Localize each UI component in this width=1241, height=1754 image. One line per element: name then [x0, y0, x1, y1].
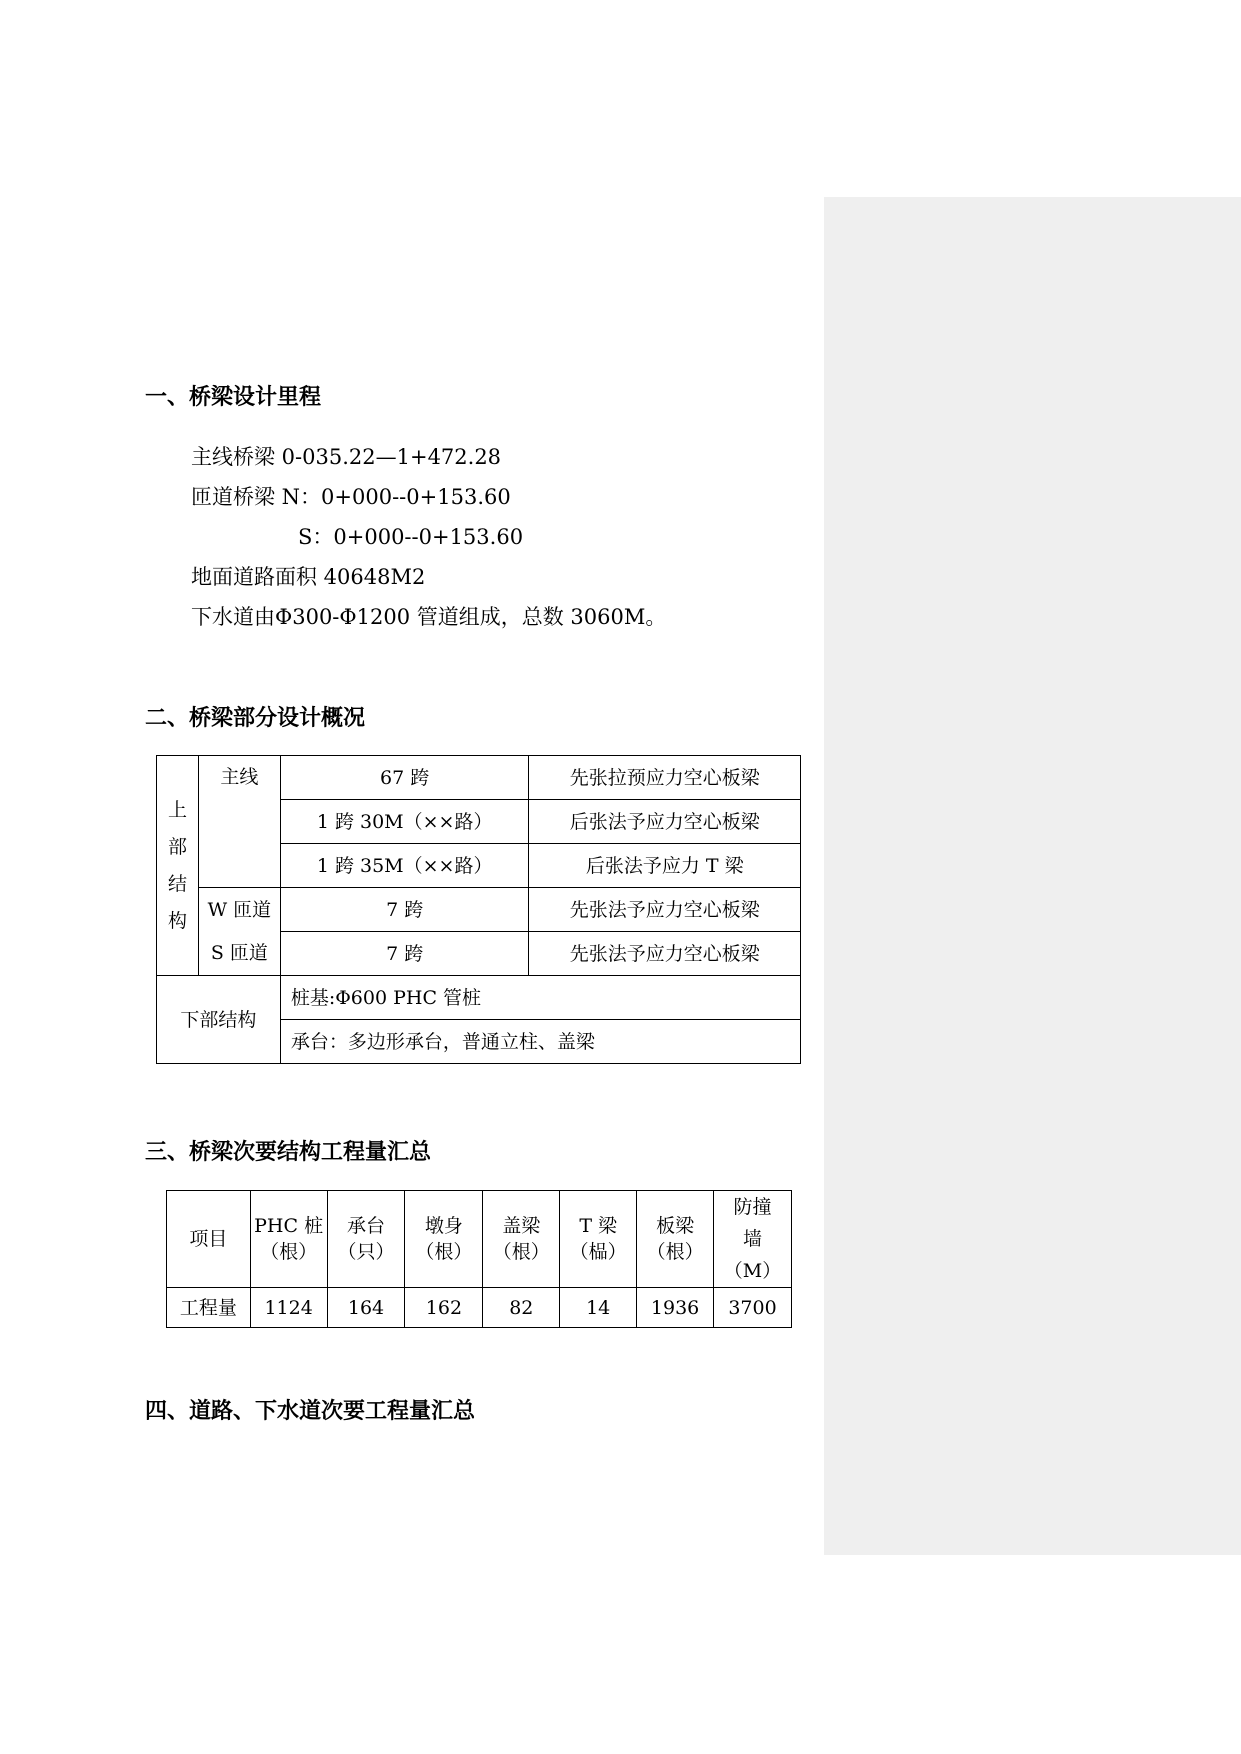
section-2-heading: 二、桥梁部分设计概况 [145, 706, 366, 731]
table-cell: 82 [483, 1288, 560, 1328]
column-header: 项目 [167, 1191, 251, 1288]
quantity-summary-table [166, 1190, 792, 1328]
main-line-label: 主线 [198, 756, 280, 888]
table-cell: 14 [560, 1288, 637, 1328]
text-line: S：0+000--0+153.60 [298, 525, 524, 549]
table-cell: 先张法予应力空心板梁 [529, 888, 801, 932]
design-overview-table [156, 755, 801, 1064]
text-line: 主线桥梁 0-035.22—1+472.28 [191, 445, 502, 469]
section-1-heading: 一、桥梁设计里程 [145, 385, 322, 410]
column-header: 盖梁 （根） [483, 1191, 560, 1288]
table-cell: 7 跨 [280, 888, 529, 932]
ramp-label: W 匝道 [198, 888, 280, 932]
table-cell: 1 跨 35M（××路） [280, 844, 529, 888]
table-cell: 先张拉预应力空心板梁 [529, 756, 801, 800]
table-cell: 7 跨 [280, 932, 529, 976]
section-3-heading: 三、桥梁次要结构工程量汇总 [145, 1140, 432, 1165]
column-header: PHC 桩 （根） [250, 1191, 327, 1288]
table-cell: 162 [405, 1288, 483, 1328]
text-line: 下水道由Φ300-Φ1200 管道组成，总数 3060M。 [191, 605, 667, 629]
table-cell: 1 跨 30M（××路） [280, 800, 529, 844]
table-cell: 164 [327, 1288, 405, 1328]
column-header: 墩身 （根） [405, 1191, 483, 1288]
table-cell: 后张法予应力 T 梁 [529, 844, 801, 888]
table-cell: 承台：多边形承台，普通立柱、盖梁 [280, 1020, 800, 1064]
column-header: 防撞 墙 （M） [714, 1191, 792, 1288]
column-header: T 梁 （榀） [560, 1191, 637, 1288]
text-line: 地面道路面积 40648M2 [191, 565, 426, 589]
table-cell: 桩基:Φ600 PHC 管桩 [280, 976, 800, 1020]
table-cell: 1124 [250, 1288, 327, 1328]
table-cell: 67 跨 [280, 756, 529, 800]
upper-structure-label: 上 部 结 构 [157, 756, 199, 976]
text-line: 匝道桥梁 N：0+000--0+153.60 [191, 485, 511, 509]
row-label: 工程量 [167, 1288, 251, 1328]
side-panel [824, 197, 1241, 1555]
table-cell: 1936 [637, 1288, 714, 1328]
ramp-label: S 匝道 [198, 932, 280, 976]
lower-structure-label: 下部结构 [157, 976, 281, 1064]
table-cell: 后张法予应力空心板梁 [529, 800, 801, 844]
table-cell: 先张法予应力空心板梁 [529, 932, 801, 976]
column-header: 承台 （只） [327, 1191, 405, 1288]
column-header: 板梁 （根） [637, 1191, 714, 1288]
table-cell: 3700 [714, 1288, 792, 1328]
section-4-heading: 四、道路、下水道次要工程量汇总 [145, 1399, 476, 1424]
